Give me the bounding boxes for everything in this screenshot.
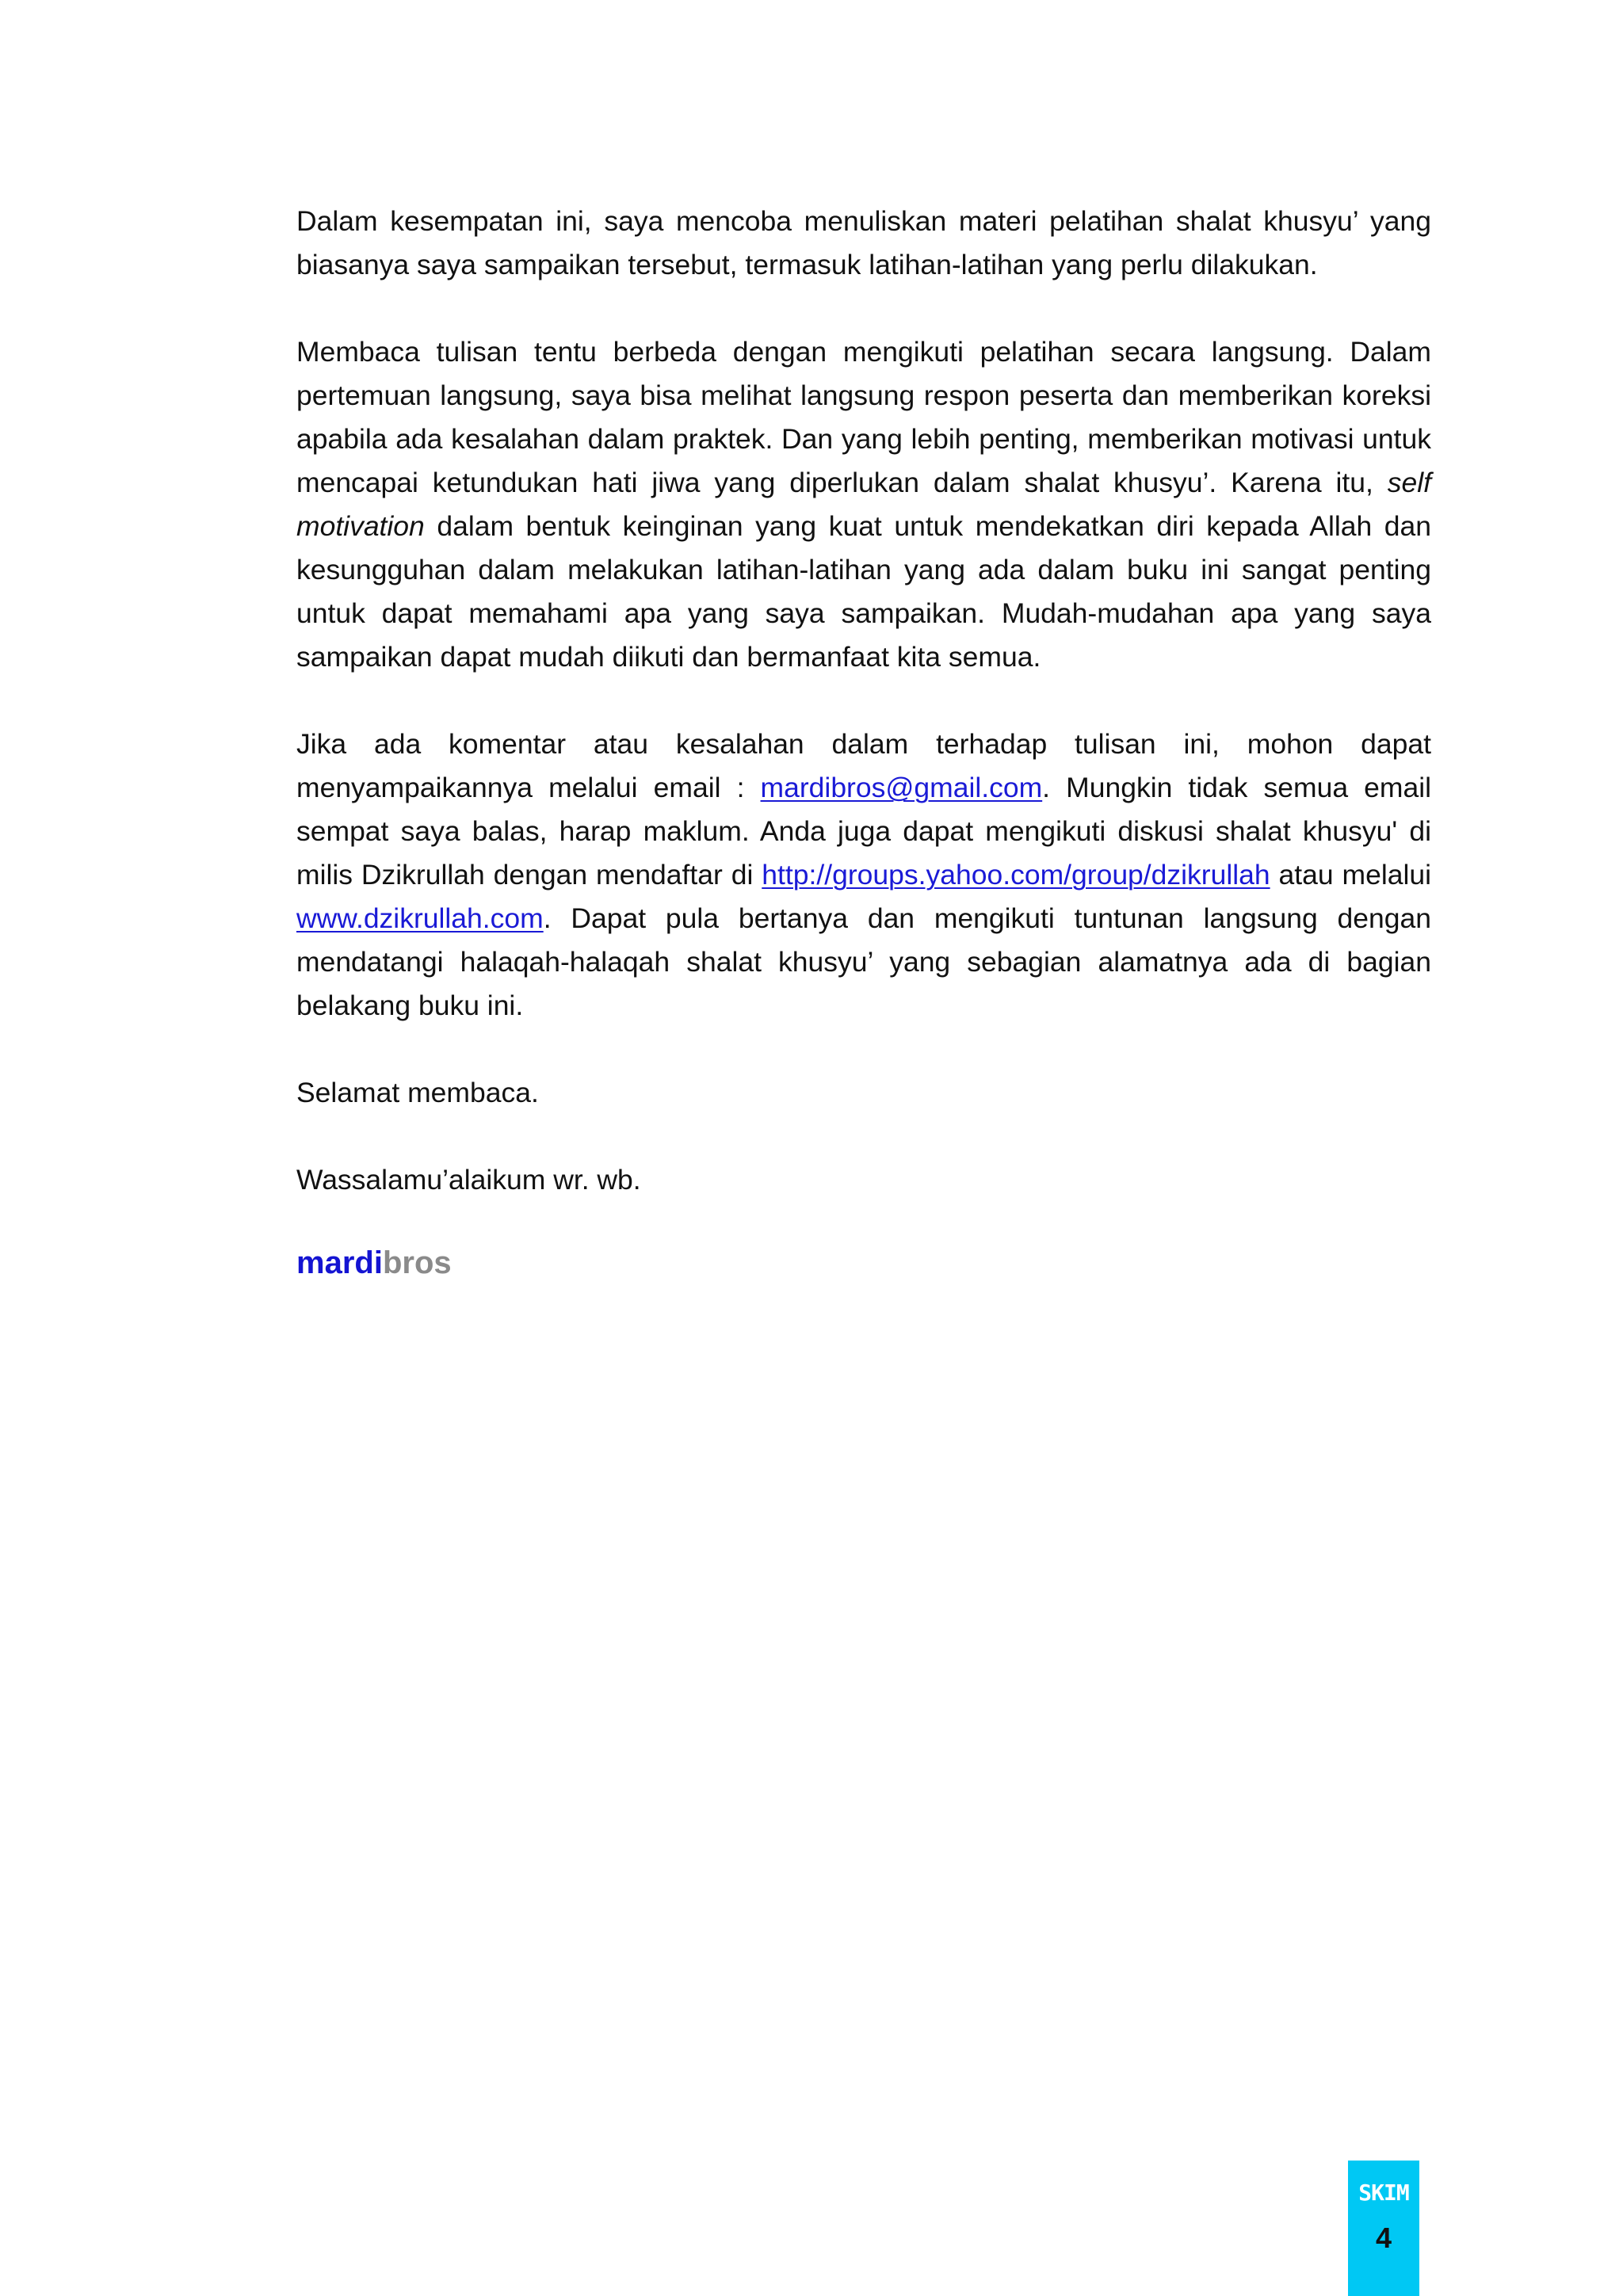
paragraph-training — [296, 330, 1431, 679]
signature-second-part: bros — [382, 1245, 452, 1280]
paragraph-intro: Dalam kesempatan ini, saya mencoba menuliskan materi pelatihan shalat khusyu’ yang biasanya saya sampaikan tersebut, termasuk latihan-latihan yang perlu dilakukan. — [296, 205, 1431, 280]
paragraph-contact-text-3: atau melalui — [1270, 859, 1431, 891]
signature-first-part: mardi — [296, 1245, 383, 1280]
paragraph-contact-text-4: . Dapat pula bertanya dan mengikuti tuntunan langsung dengan mendatangi halaqah-halaqah shalat khusyu’ yang sebagian alamatnya ada di bagian belakang buku ini. — [296, 902, 1431, 1021]
closing-salutation: Wassalamu’alaikum wr. wb. — [296, 1164, 641, 1196]
website-link[interactable]: www.dzikrullah.com — [296, 902, 544, 934]
paragraph-contact-text-1: Jika ada komentar atau kesalahan dalam terhadap tulisan ini, mohon dapat menyampaikannya melalui email : — [296, 728, 1431, 803]
author-signature — [296, 1241, 1431, 1285]
greeting-read: Selamat membaca. — [296, 1077, 539, 1108]
paragraph-training-text-b: dalam bentuk keinginan yang kuat untuk mendekatkan diri kepada Allah dan kesungguhan dalam melakukan latihan-latihan yang ada dalam buku ini sangat penting untuk dapat memahami apa yang saya sampaikan. Mudah-mudahan apa yang saya sampaikan dapat mudah diikuti dan bermanfaat kita semua. — [296, 510, 1431, 673]
page-number-tab — [1348, 2161, 1419, 2296]
page-tab-brand: SKIM — [1358, 2180, 1409, 2206]
page-number: 4 — [1375, 2222, 1392, 2254]
italic-phrase: self motivation — [296, 467, 1431, 542]
yahoo-group-link[interactable]: http://groups.yahoo.com/group/dzikrullah — [762, 859, 1270, 891]
document-body — [296, 200, 1431, 1285]
email-link[interactable]: mardibros@gmail.com — [760, 772, 1043, 803]
paragraph-contact-text-2: . Mungkin tidak semua email sempat saya balas, harap maklum. Anda juga dapat mengikuti diskusi shalat khusyu' di milis Dzikrullah dengan mendaftar di — [296, 772, 1431, 891]
paragraph-contact — [296, 723, 1431, 1028]
paragraph-training-text-a: Membaca tulisan tentu berbeda dengan mengikuti pelatihan secara langsung. Dalam pertemuan langsung, saya bisa melihat langsung respon peserta dan memberikan koreksi apabila ada kesalahan dalam praktek. Dan yang lebih penting, memberikan motivasi untuk mencapai ketundukan hati jiwa yang diperlukan dalam shalat khusyu’. Karena itu, — [296, 336, 1431, 498]
